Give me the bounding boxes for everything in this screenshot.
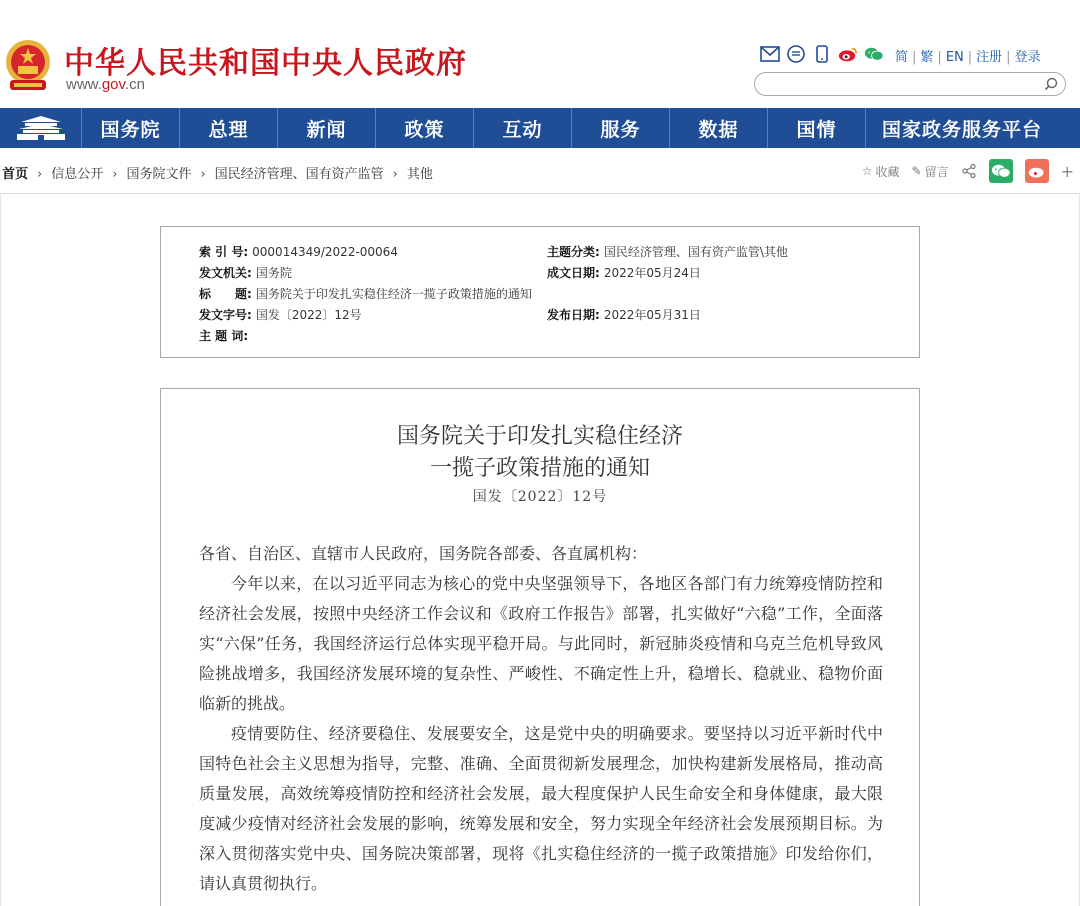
nav-service-platform[interactable]: 国家政务服务平台 [882, 118, 1043, 141]
nav-guowuyuan[interactable]: 国务院 [82, 108, 180, 148]
weibo-icon[interactable] [838, 44, 858, 64]
share-icons [760, 44, 884, 64]
doc-paragraph: 疫情要防住、经济要稳住、发展要安全，这是党中央的明确要求。要坚持以习近平新时代中国特色社会主义思想为指导，完整、准确、全面贯彻新发展理念，加快构建新发展格局，推动高质量发展，高效统筹疫情防控和经济社会发展，最大程度保护人民生命安全和身体健康，最大限度减少疫情对经济社会发展的影响，统筹发展和安全，努力实现全年经济社会发展预期目标。为深入贯彻落实党中央、国务院决策部署，现将《扎实稳住经济的一揽子政策措施》印发给你们，请认真贯彻执行。 [199, 724, 883, 893]
collect-button[interactable]: ☆ 收藏 [861, 164, 900, 179]
index-label: 索 引 号: [199, 245, 249, 259]
comment-button[interactable]: ✎ 留言 [911, 164, 949, 179]
nav-hudong[interactable]: 互动 [474, 108, 572, 148]
document-body-box [160, 388, 920, 906]
category-value: 国民经济管理、国有资产监管\其他 [603, 245, 788, 259]
share-icon[interactable] [961, 163, 977, 179]
chevron-right-icon: › [112, 167, 118, 182]
rss-icon[interactable] [786, 44, 806, 64]
more-share-icon[interactable]: + [1060, 161, 1074, 181]
chevron-right-icon: › [37, 167, 43, 182]
language-links: 简 | 繁 | EN | 注册 | 登录 [895, 50, 1041, 65]
breadcrumb-info[interactable]: 信息公开 [51, 167, 104, 182]
nav-guoqing[interactable]: 国情 [768, 108, 866, 148]
chevron-right-icon: › [392, 167, 398, 182]
site-url[interactable]: www.gov.cn [66, 76, 145, 93]
simplified-link[interactable]: 简 [895, 50, 909, 65]
star-icon: ☆ [861, 164, 873, 178]
category-label: 主题分类: [547, 245, 600, 259]
wechat-icon[interactable] [864, 44, 884, 64]
search-input[interactable] [767, 75, 1027, 93]
docno-label: 发文字号: [199, 308, 252, 322]
doc-title-line1: 国务院关于印发扎实稳住经济 [396, 424, 683, 449]
breadcrumb-category[interactable]: 国民经济管理、国有资产监管 [214, 167, 384, 182]
site-header [0, 0, 1080, 108]
title-value: 国务院关于印发扎实稳住经济一揽子政策措施的通知 [255, 287, 532, 301]
breadcrumb [0, 148, 1080, 194]
keywords-label: 主 题 词: [199, 329, 249, 343]
tiananmen-logo-icon[interactable] [0, 108, 82, 148]
nav-zhengce[interactable]: 政策 [376, 108, 474, 148]
doc-paragraph: 今年以来，在以习近平同志为核心的党中央坚强领导下，各地区各部门有力统筹疫情防控和经济社会发展，按照中央经济工作会议和《政府工作报告》部署，扎实做好“六稳”工作，全面落实“六保”任务，我国经济运行总体实现平稳开局。与此同时，新冠肺炎疫情和乌克兰危机导致风险挑战增多，我国经济发展环境的复杂性、严峻性、不确定性上升，稳增长、稳就业、稳物价面临新的挑战。 [199, 574, 883, 713]
english-link[interactable]: EN [945, 50, 964, 65]
title-label: 标 题: [199, 287, 252, 301]
site-title[interactable]: 中华人民共和国中央人民政府 [64, 46, 467, 81]
national-emblem-icon[interactable] [2, 38, 54, 94]
weibo-share-icon[interactable] [1025, 159, 1049, 183]
traditional-link[interactable]: 繁 [920, 50, 934, 65]
doc-number: 国发〔2022〕12号 [472, 489, 608, 505]
nav-fuwu[interactable]: 服务 [572, 108, 670, 148]
main-nav [0, 108, 1080, 148]
mobile-icon[interactable] [812, 44, 832, 64]
wechat-share-icon[interactable] [989, 159, 1013, 183]
nav-zongli[interactable]: 总理 [180, 108, 278, 148]
published-value: 2022年05月31日 [603, 308, 701, 322]
search-icon[interactable] [1043, 76, 1059, 92]
login-link[interactable]: 登录 [1014, 50, 1041, 65]
created-label: 成文日期: [547, 266, 600, 280]
breadcrumb-home[interactable]: 首页 [2, 167, 29, 182]
doc-title-line2: 一揽子政策措施的通知 [429, 456, 650, 481]
breadcrumb-docs[interactable]: 国务院文件 [126, 167, 192, 182]
nav-xinwen[interactable]: 新闻 [278, 108, 376, 148]
issuer-label: 发文机关: [199, 266, 252, 280]
search-box[interactable] [754, 72, 1066, 96]
document-meta-box [160, 226, 920, 358]
published-label: 发布日期: [547, 308, 600, 322]
nav-shuju[interactable]: 数据 [670, 108, 768, 148]
index-value: 000014349/2022-00064 [252, 245, 398, 259]
doc-text [199, 539, 883, 899]
doc-salutation: 各省、自治区、直辖市人民政府，国务院各部委、各直属机构： [199, 544, 648, 563]
breadcrumb-other[interactable]: 其他 [406, 167, 433, 182]
register-link[interactable]: 注册 [976, 50, 1003, 65]
issuer-value: 国务院 [255, 266, 292, 280]
mail-icon[interactable] [760, 44, 780, 64]
pen-icon: ✎ [911, 164, 922, 178]
chevron-right-icon: › [200, 167, 206, 182]
created-value: 2022年05月24日 [603, 266, 701, 280]
page-tools [862, 159, 1074, 183]
docno-value: 国发〔2022〕12号 [255, 308, 362, 322]
